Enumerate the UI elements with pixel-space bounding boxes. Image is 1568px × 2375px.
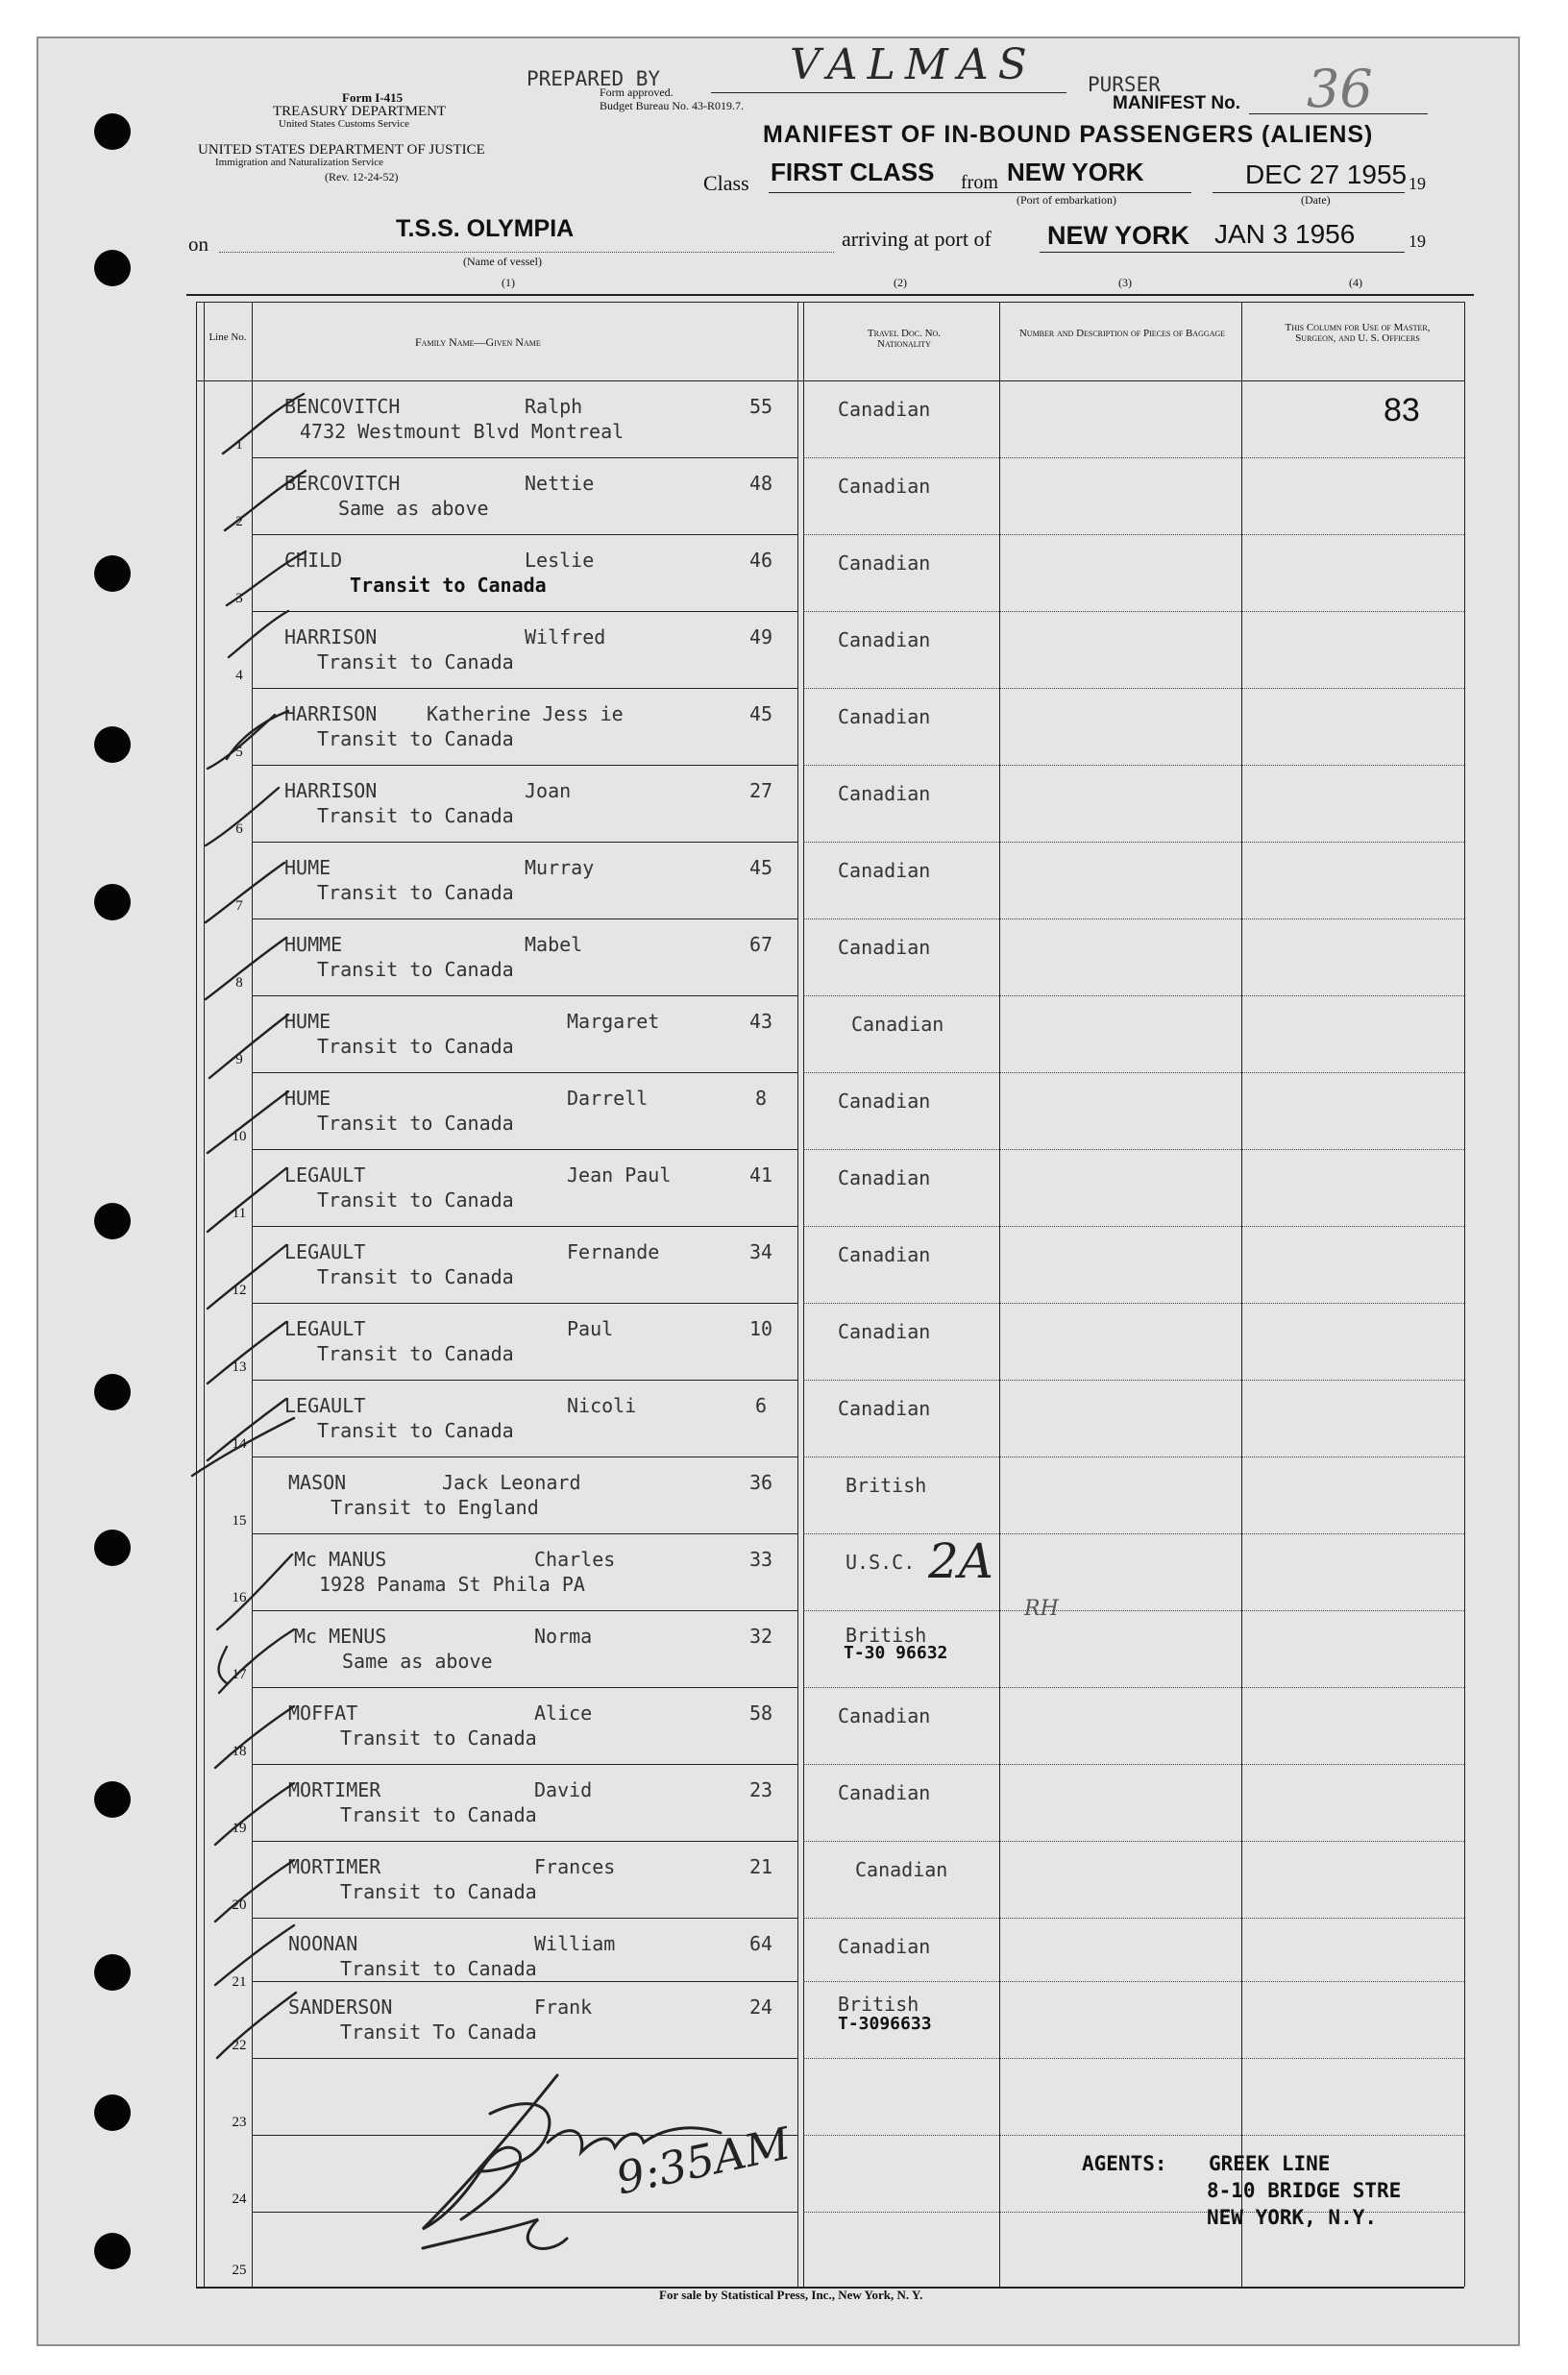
printer-footer: For sale by Statistical Press, Inc., New York, N. Y. [659, 2288, 923, 2302]
family-name: MASON [288, 1471, 347, 1494]
ins-label: Immigration and Naturalization Service [215, 157, 384, 168]
form-approved: Form approved. [600, 86, 674, 99]
age: 64 [748, 1932, 773, 1955]
nationality: British [845, 1624, 927, 1647]
manifest-title: MANIFEST OF IN-BOUND PASSENGERS (ALIENS) [763, 121, 1374, 148]
given-name: Nettie [525, 472, 595, 495]
address: Transit to Canada [317, 881, 514, 904]
age: 10 [748, 1317, 773, 1340]
arrival-year-suffix: 19 [1409, 232, 1426, 251]
age: 43 [748, 1010, 773, 1033]
manifest-no-label: MANIFEST No. [1113, 93, 1240, 113]
address: Transit to Canada [317, 1342, 514, 1365]
age: 21 [748, 1855, 773, 1878]
line-number: 5 [235, 745, 243, 760]
given-name: David [534, 1778, 593, 1801]
line-number: 6 [235, 821, 243, 837]
nationality: Canadian [838, 1090, 931, 1113]
nationality: U.S.C. [845, 1551, 916, 1574]
vessel-caption: (Name of vessel) [463, 255, 542, 268]
age: 49 [748, 625, 773, 649]
given-name: Alice [534, 1702, 593, 1725]
nationality: Canadian [838, 398, 931, 421]
line-number: 22 [232, 2038, 247, 2053]
address: Transit to Canada [317, 804, 514, 827]
from-caption: (Port of embarkation) [1017, 193, 1116, 207]
nationality: Canadian [838, 936, 931, 959]
age: 24 [748, 1995, 773, 2019]
check-mark [217, 1555, 292, 1629]
address: Same as above [338, 497, 489, 520]
departure-date: DEC 27 1955 [1245, 159, 1408, 189]
agents-line-1: GREEK LINE [1209, 2152, 1331, 2175]
col-header-officers: This Column for Use of Master, Surgeon, and U. S. Officers [1285, 322, 1431, 344]
on-label: on [188, 233, 208, 256]
age: 41 [748, 1163, 773, 1187]
age: 46 [748, 549, 773, 572]
col-number-2: (2) [894, 276, 907, 289]
nationality: Canadian [838, 1320, 931, 1343]
family-name: BERCOVITCH [284, 472, 401, 495]
given-name: William [534, 1932, 616, 1955]
family-name: LEGAULT [284, 1240, 366, 1263]
prepared-by-label: PREPARED BY [527, 67, 661, 90]
family-name: HUME [284, 856, 331, 879]
line-number: 3 [235, 591, 243, 606]
family-name: Mc MANUS [294, 1548, 387, 1571]
line-number: 14 [232, 1436, 247, 1452]
address: Transit to Canada [317, 727, 514, 750]
col-header-name: Family Name—Given Name [415, 335, 541, 349]
given-name: Margaret [567, 1010, 660, 1033]
given-name: Norma [534, 1625, 593, 1648]
family-name: HARRISON [284, 702, 378, 725]
line-number: 15 [232, 1513, 247, 1529]
officer-entry: 83 [1384, 392, 1420, 428]
manifest-number: 36 [1307, 59, 1373, 119]
address: Transit to Canada [317, 650, 514, 673]
nationality: Canadian [855, 1858, 948, 1881]
nationality: Canadian [838, 1704, 931, 1727]
nationality: Canadian [838, 1243, 931, 1266]
line-number: 12 [232, 1283, 247, 1298]
given-name: Darrell [567, 1087, 649, 1110]
family-name: HUMME [284, 933, 343, 956]
check-mark [227, 711, 288, 759]
age: 8 [754, 1087, 768, 1110]
travel-doc-number: T-3096633 [838, 2014, 932, 2034]
check-mark [206, 863, 284, 922]
family-name: CHILD [284, 549, 343, 572]
check-mark [215, 1860, 294, 1922]
address: Transit to Canada [340, 1880, 537, 1903]
treasury-dept: TREASURY DEPARTMENT [273, 104, 447, 119]
nationality: Canadian [838, 551, 931, 575]
address: Transit to Canada [317, 1112, 514, 1135]
given-name: Murray [525, 856, 595, 879]
line-number: 23 [232, 2115, 247, 2130]
arrival-port: NEW YORK [1047, 221, 1190, 250]
check-mark [208, 1091, 288, 1153]
line-number: 17 [232, 1667, 247, 1682]
age: 67 [748, 933, 773, 956]
address: Transit to Canada [317, 958, 514, 981]
family-name: MORTIMER [288, 1855, 381, 1878]
given-name: Paul [567, 1317, 614, 1340]
given-name: Charles [534, 1548, 616, 1571]
family-name: LEGAULT [284, 1163, 366, 1187]
col-header-baggage: Number and Description of Pieces of Baggage [1018, 328, 1226, 339]
age: 45 [748, 702, 773, 725]
check-mark [209, 1015, 288, 1078]
check-mark [215, 1783, 294, 1845]
date-year-suffix: 19 [1409, 174, 1426, 193]
nationality: Canadian [838, 782, 931, 805]
given-name: Frank [534, 1995, 593, 2019]
line-number: 18 [232, 1744, 247, 1759]
nationality: Canadian [838, 1781, 931, 1804]
vessel-name: T.S.S. OLYMPIA [396, 215, 575, 242]
line-number: 7 [235, 898, 243, 914]
line-number: 2 [235, 514, 243, 529]
check-mark [215, 1925, 294, 1985]
line-number: 13 [232, 1359, 247, 1375]
age: 6 [754, 1394, 768, 1417]
address: Transit to Canada [317, 1188, 514, 1212]
given-name: Wilfred [525, 625, 606, 649]
travel-doc-number: T-30 96632 [844, 1643, 948, 1663]
line-number: 4 [235, 668, 243, 683]
nationality: Canadian [838, 628, 931, 651]
family-name: HUME [284, 1010, 331, 1033]
from-label: from [961, 172, 998, 193]
check-mark [217, 1993, 296, 2058]
class-value: FIRST CLASS [771, 158, 935, 186]
from-port: NEW YORK [1007, 158, 1144, 186]
family-name: LEGAULT [284, 1394, 366, 1417]
address: Transit To Canada [340, 2020, 537, 2044]
nationality: Canadian [838, 1166, 931, 1189]
age: 48 [748, 472, 773, 495]
line-number: 21 [232, 1974, 247, 1990]
given-name: Frances [534, 1855, 616, 1878]
check-mark [206, 938, 286, 999]
family-name: SANDERSON [288, 1995, 393, 2019]
budget-bureau: Budget Bureau No. 43-R019.7. [600, 99, 744, 112]
age: 32 [748, 1625, 773, 1648]
age: 34 [748, 1240, 773, 1263]
age: 33 [748, 1548, 773, 1571]
form-number: Form I-415 [342, 90, 404, 105]
customs-service: United States Customs Service [279, 118, 409, 130]
check-mark [227, 551, 306, 605]
family-name: Mc MENUS [294, 1625, 387, 1648]
line-number: 16 [232, 1590, 247, 1605]
family-name: MOFFAT [288, 1702, 358, 1725]
handwritten-time: 9:35AM [611, 2117, 796, 2205]
given-name: Jean Paul [567, 1163, 672, 1187]
age: 58 [748, 1702, 773, 1725]
line-number: 10 [232, 1129, 247, 1144]
check-mark [215, 1706, 294, 1768]
family-name: LEGAULT [284, 1317, 366, 1340]
col-number-3: (3) [1118, 276, 1132, 289]
check-mark [208, 1245, 286, 1309]
date-caption: (Date) [1301, 193, 1331, 207]
address: 1928 Panama St Phila PA [319, 1573, 585, 1596]
family-name: NOONAN [288, 1932, 358, 1955]
doj-label: UNITED STATES DEPARTMENT OF JUSTICE [198, 142, 485, 158]
line-number: 19 [232, 1821, 247, 1836]
address: 4732 Westmount Blvd Montreal [300, 420, 625, 443]
check-mark [219, 1629, 294, 1693]
address: Transit to Canada [317, 1035, 514, 1058]
nationality: Canadian [838, 705, 931, 728]
nationality: Canadian [838, 475, 931, 498]
agents-label: AGENTS: [1082, 2152, 1167, 2175]
check-mark [225, 471, 306, 530]
line-number: 9 [235, 1052, 243, 1067]
line-number: 25 [232, 2263, 247, 2278]
check-mark [208, 1168, 286, 1232]
check-mark [208, 1399, 286, 1460]
age: 36 [748, 1471, 773, 1494]
line-number: 8 [235, 975, 243, 991]
nationality: British [838, 1993, 919, 2016]
check-mark [206, 788, 279, 845]
class-label: Class [703, 171, 749, 195]
col-number-4: (4) [1349, 276, 1362, 289]
handwritten-rh-mark: RH [1024, 1597, 1059, 1621]
nationality: Canadian [838, 1935, 931, 1958]
nationality: Canadian [851, 1013, 944, 1036]
arrival-date: JAN 3 1956 [1214, 219, 1356, 249]
address: Transit to Canada [350, 574, 547, 597]
line-number: 11 [232, 1206, 247, 1221]
nationality: Canadian [838, 1397, 931, 1420]
age: 55 [748, 395, 773, 418]
given-name: Nicoli [567, 1394, 637, 1417]
check-mark [208, 1322, 286, 1383]
col-header-travel-doc: Travel Doc. No. Nationality [867, 328, 942, 350]
given-name: Jack Leonard [442, 1471, 581, 1494]
agents-line-2: 8-10 BRIDGE STRE [1207, 2179, 1402, 2202]
given-name: Katherine Jess ie [427, 702, 624, 725]
line-number: 1 [235, 437, 243, 453]
nationality: Canadian [838, 859, 931, 882]
given-name: Joan [525, 779, 572, 802]
line-number: 20 [232, 1898, 247, 1913]
nationality: British [845, 1474, 927, 1497]
given-name: Fernande [567, 1240, 660, 1263]
purser-label: PURSER [1088, 73, 1161, 96]
family-name: HARRISON [284, 625, 378, 649]
family-name: HARRISON [284, 779, 378, 802]
check-mark [192, 1418, 294, 1476]
col-number-1: (1) [502, 276, 515, 289]
line-number: 24 [232, 2191, 247, 2207]
age: 27 [748, 779, 773, 802]
given-name: Leslie [525, 549, 595, 572]
family-name: MORTIMER [288, 1778, 381, 1801]
address: Transit to Canada [340, 1957, 537, 1980]
given-name: Mabel [525, 933, 583, 956]
revision-label: (Rev. 12-24-52) [325, 170, 399, 184]
address: Transit to England [331, 1496, 539, 1519]
address: Same as above [342, 1650, 493, 1673]
age: 45 [748, 856, 773, 879]
handwritten-2a-mark: 2A [928, 1533, 993, 1589]
address: Transit to Canada [340, 1803, 537, 1826]
col-header-line-no: Line No. [208, 331, 247, 343]
family-name: BENCOVITCH [284, 395, 401, 418]
agents-line-3: NEW YORK, N.Y. [1207, 2206, 1378, 2229]
arriving-label: arriving at port of [842, 227, 992, 251]
address: Transit to Canada [317, 1419, 514, 1442]
check-mark [219, 1647, 227, 1683]
family-name: HUME [284, 1087, 331, 1110]
address: Transit to Canada [317, 1265, 514, 1288]
given-name: Ralph [525, 395, 583, 418]
prepared-by-signature: VALMAS [790, 40, 1037, 89]
check-mark [223, 394, 304, 453]
age: 23 [748, 1778, 773, 1801]
address: Transit to Canada [340, 1726, 537, 1750]
check-mark [229, 611, 288, 657]
